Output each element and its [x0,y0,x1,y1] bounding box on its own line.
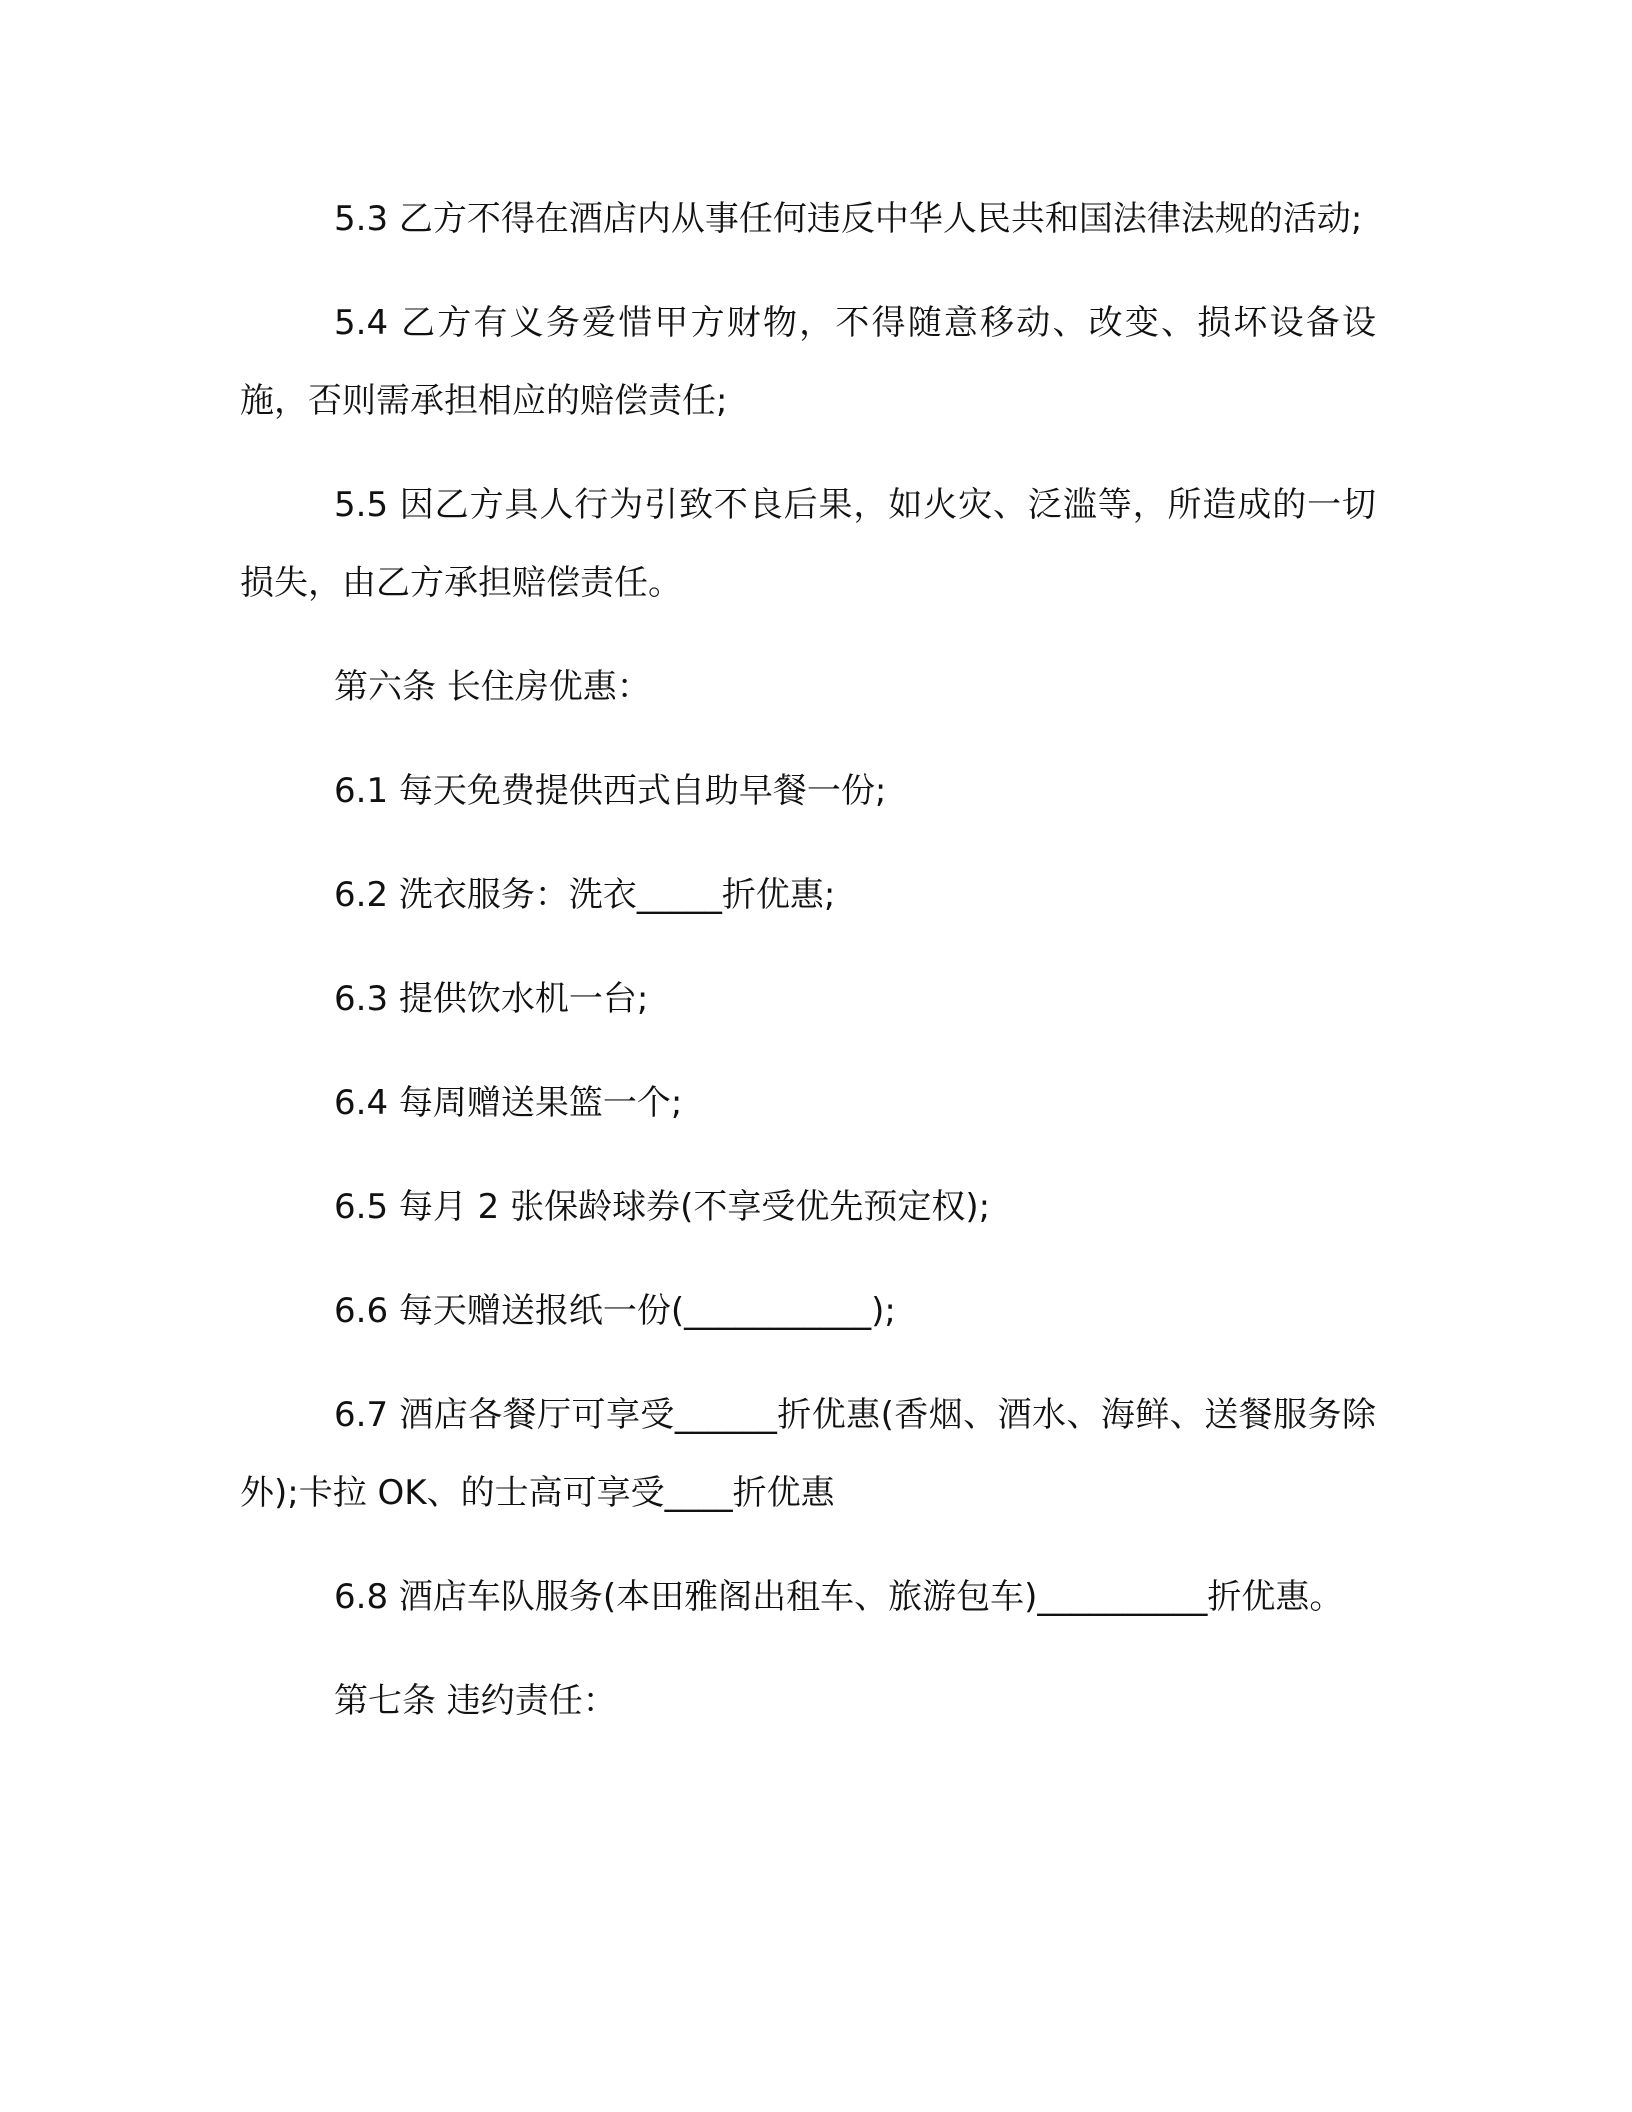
clause-6-2: 6.2 洗衣服务：洗衣_____折优惠; [334,875,836,915]
clause-6-8: 6.8 酒店车队服务(本田雅阁出租车、旅游包车)__________折优惠。 [334,1577,1344,1617]
clause-6-6: 6.6 每天赠送报纸一份(___________); [334,1291,896,1331]
clause-6-5: 6.5 每月 2 张保龄球券(不享受优先预定权); [334,1187,991,1227]
document-body [240,180,1376,1766]
clause-5-5: 5.5 因乙方具人行为引致不良后果，如火灾、泛滥等，所造成的一切损失，由乙方承担赔偿责任。 [240,485,1376,603]
clause-6-4: 6.4 每周赠送果篮一个; [334,1083,683,1123]
article-6-heading: 第六条 长住房优惠： [334,667,651,707]
clause-6-7: 6.7 酒店各餐厅可享受______折优惠(香烟、酒水、海鲜、送餐服务除外);卡拉 OK、的士高可享受____折优惠 [240,1395,1376,1513]
article-7-heading: 第七条 违约责任： [334,1681,617,1721]
clause-5-3: 5.3 乙方不得在酒店内从事任何违反中华人民共和国法律法规的活动; [334,199,1363,239]
clause-6-1: 6.1 每天免费提供西式自助早餐一份; [334,771,887,811]
clause-5-4: 5.4 乙方有义务爱惜甲方财物，不得随意移动、改变、损坏设备设施，否则需承担相应的赔偿责任; [240,303,1376,421]
clause-6-3: 6.3 提供饮水机一台; [334,979,649,1019]
